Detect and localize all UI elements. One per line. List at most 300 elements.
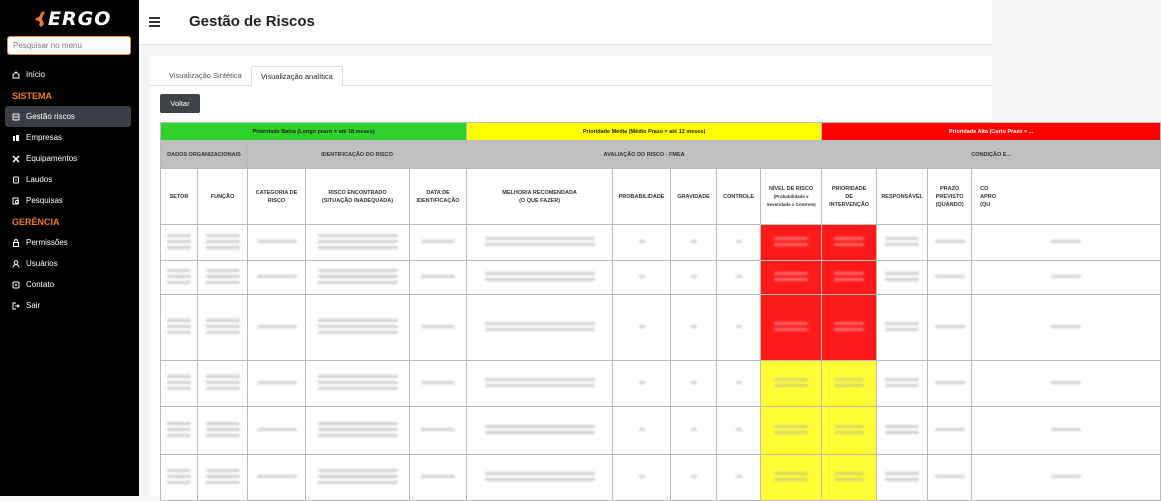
redacted-text (318, 475, 398, 478)
redacted-text (774, 237, 808, 240)
table-cell (972, 407, 1161, 455)
redacted-text (885, 378, 919, 381)
col-nivel-l1: NÍVEL DE RISCO (768, 185, 814, 192)
redacted-text (167, 375, 191, 378)
redacted-text (421, 325, 455, 328)
redacted-text (774, 431, 808, 434)
redacted-text (257, 275, 297, 278)
table-cell (717, 225, 761, 261)
col-melhoria (467, 169, 613, 225)
redacted-text (639, 475, 645, 478)
redacted-text (885, 237, 919, 240)
table-cell (928, 407, 972, 455)
table-cell (161, 225, 198, 261)
col-prioridade-l1: PRIORIDADE (831, 185, 867, 192)
back-button[interactable]: Voltar (160, 94, 200, 113)
redacted-text (485, 384, 595, 387)
redacted-text (257, 381, 297, 384)
redacted-text (318, 469, 398, 472)
table-cell (410, 225, 467, 261)
table-row[interactable] (161, 295, 1161, 361)
redacted-text (935, 475, 965, 478)
col-categoria: CATEGORIA DE RISCO (248, 169, 306, 225)
redacted-text (167, 281, 191, 284)
table-cell (877, 361, 928, 407)
redacted-text (774, 384, 808, 387)
priority-high-band: Prioridade Alta (Curto Prazo = ... (822, 123, 1161, 141)
redacted-text (485, 272, 595, 275)
table-cell (198, 455, 248, 501)
redacted-text (691, 381, 697, 384)
redacted-text (485, 425, 595, 428)
app-logo[interactable] (34, 8, 111, 30)
table-row[interactable] (161, 407, 1161, 455)
redacted-text (318, 269, 398, 272)
table-cell (198, 361, 248, 407)
table-cell (161, 455, 198, 501)
document-icon (12, 176, 20, 184)
table-cell (877, 225, 928, 261)
redacted-text (935, 275, 965, 278)
table-cell (717, 455, 761, 501)
table-row[interactable] (161, 455, 1161, 501)
redacted-text (774, 322, 808, 325)
table-cell (467, 295, 613, 361)
sidebar-item-label: Usuários (26, 259, 58, 268)
table-cell (822, 261, 877, 295)
table-cell (761, 361, 822, 407)
sidebar-item-label: Gestão riscos (26, 112, 75, 121)
table-cell (671, 225, 717, 261)
redacted-text (318, 234, 398, 237)
col-aprov-l2: APRO (980, 193, 997, 200)
redacted-text (885, 472, 919, 475)
redacted-text (318, 281, 398, 284)
col-prazo-l2: PREVISTO (935, 193, 964, 200)
redacted-text (691, 325, 697, 328)
table-cell (877, 407, 928, 455)
redacted-text (206, 387, 240, 390)
redacted-text (691, 240, 697, 243)
table-cell (613, 407, 671, 455)
redacted-text (935, 428, 965, 431)
table-cell (877, 455, 928, 501)
redacted-text (318, 325, 398, 328)
redacted-text (736, 325, 742, 328)
risk-table-body (161, 225, 1161, 501)
table-cell (161, 295, 198, 361)
redacted-text (206, 325, 240, 328)
redacted-text (834, 384, 864, 387)
risk-table-container[interactable] (160, 122, 1034, 496)
table-cell (467, 225, 613, 261)
col-nivel-risco (761, 169, 822, 225)
redacted-text (485, 243, 595, 246)
redacted-text (257, 240, 297, 243)
table-cell (822, 407, 877, 455)
tab-visualizacao-sintetica[interactable]: Visualização Sintética (169, 71, 242, 80)
main-card (150, 56, 1034, 496)
table-cell (972, 361, 1161, 407)
redacted-text (318, 387, 398, 390)
col-risco-encontrado (306, 169, 410, 225)
redacted-text (167, 381, 191, 384)
redacted-text (206, 428, 240, 431)
redacted-text (167, 275, 191, 278)
table-cell (761, 261, 822, 295)
col-responsavel: RESPONSÁVEL (877, 169, 928, 225)
sidebar-item-laudos[interactable] (5, 169, 131, 190)
table-row[interactable] (161, 361, 1161, 407)
redacted-text (885, 328, 919, 331)
tab-visualizacao-analitica[interactable]: Visualização analítica (251, 66, 343, 86)
table-cell (248, 455, 306, 501)
menu-toggle-icon[interactable] (149, 17, 160, 26)
sidebar-item-inicio[interactable] (5, 64, 131, 85)
redacted-text (318, 422, 398, 425)
redacted-text (421, 381, 455, 384)
table-cell (613, 225, 671, 261)
col-data-l1: DATA DE (426, 189, 450, 196)
redacted-text (834, 328, 864, 331)
col-nivel-l2: (Probabilidade x Severidade x Controle) (766, 193, 816, 207)
table-cell (613, 295, 671, 361)
col-risco-l2: (SITUAÇÃO INADEQUADA) (321, 197, 394, 204)
redacted-text (834, 237, 864, 240)
risk-icon (12, 113, 20, 121)
redacted-text (691, 428, 697, 431)
table-cell (761, 455, 822, 501)
redacted-text (206, 381, 240, 384)
redacted-text (1051, 428, 1081, 431)
redacted-text (691, 475, 697, 478)
redacted-text (834, 243, 864, 246)
redacted-text (206, 469, 240, 472)
table-cell (248, 225, 306, 261)
section-condicao: CONDIÇÃO E... (822, 141, 1161, 169)
redacted-text (206, 375, 240, 378)
col-funcao: FUNÇÃO (198, 169, 248, 225)
col-prioridade-l3: INTERVENÇÃO (829, 201, 870, 208)
table-cell (161, 407, 198, 455)
table-row[interactable] (161, 225, 1161, 261)
table-cell (972, 455, 1161, 501)
redacted-text (1051, 381, 1081, 384)
redacted-text (935, 325, 965, 328)
table-cell (306, 225, 410, 261)
redacted-text (774, 472, 808, 475)
redacted-text (885, 272, 919, 275)
redacted-text (485, 472, 595, 475)
redacted-text (485, 431, 595, 434)
table-cell (717, 407, 761, 455)
redacted-text (318, 331, 398, 334)
priority-low-band: Prioridade Baixa (Longo prazo = até 18 meses) (161, 123, 467, 141)
redacted-text (206, 434, 240, 437)
redacted-text (206, 331, 240, 334)
redacted-text (167, 481, 191, 484)
search-doc-icon (12, 197, 20, 205)
redacted-text (206, 275, 240, 278)
sidebar-item-sair[interactable] (5, 295, 131, 316)
redacted-text (167, 434, 191, 437)
redacted-text (485, 322, 595, 325)
table-row[interactable] (161, 261, 1161, 295)
user-icon (12, 260, 20, 268)
redacted-text (639, 275, 645, 278)
redacted-text (834, 472, 864, 475)
col-data-identificacao (410, 169, 467, 225)
col-melhoria-l1: MELHORIA RECOMENDADA (502, 189, 577, 196)
table-cell (467, 455, 613, 501)
table-cell (467, 361, 613, 407)
redacted-text (639, 381, 645, 384)
table-cell (822, 295, 877, 361)
top-bar (139, 0, 992, 45)
table-cell (613, 261, 671, 295)
redacted-text (421, 275, 455, 278)
redacted-text (885, 431, 919, 434)
redacted-text (834, 425, 864, 428)
building-icon (12, 134, 20, 142)
redacted-text (206, 269, 240, 272)
redacted-text (318, 319, 398, 322)
col-aprovacao (972, 169, 1161, 225)
redacted-text (774, 478, 808, 481)
redacted-text (167, 269, 191, 272)
sidebar-item-pesquisas[interactable] (5, 190, 131, 211)
col-melhoria-l2: (O QUE FAZER) (519, 197, 561, 204)
sidebar-item-empresas[interactable] (5, 127, 131, 148)
redacted-text (421, 240, 455, 243)
table-cell (822, 455, 877, 501)
redacted-text (167, 331, 191, 334)
table-cell (248, 407, 306, 455)
section-avaliacao-risco: AVALIAÇÃO DO RISCO - FMEA (467, 141, 822, 169)
redacted-text (774, 272, 808, 275)
col-aprov-l1: CO (980, 185, 989, 192)
redacted-text (834, 278, 864, 281)
redacted-text (167, 428, 191, 431)
table-cell (198, 407, 248, 455)
redacted-text (885, 322, 919, 325)
sidebar (0, 0, 139, 496)
table-cell (717, 261, 761, 295)
redacted-text (206, 422, 240, 425)
redacted-text (1051, 325, 1081, 328)
table-cell (467, 261, 613, 295)
redacted-text (691, 275, 697, 278)
redacted-text (167, 234, 191, 237)
table-cell (306, 361, 410, 407)
col-prioridade (822, 169, 877, 225)
redacted-text (834, 431, 864, 434)
table-cell (822, 225, 877, 261)
table-cell (822, 361, 877, 407)
logo-text: ERGO (48, 8, 112, 30)
sidebar-nav (0, 64, 139, 316)
redacted-text (774, 328, 808, 331)
table-cell (306, 407, 410, 455)
redacted-text (834, 478, 864, 481)
table-cell (671, 407, 717, 455)
logout-icon (12, 302, 20, 310)
table-cell (613, 455, 671, 501)
redacted-text (639, 240, 645, 243)
redacted-text (318, 428, 398, 431)
redacted-text (257, 428, 297, 431)
risk-table (160, 122, 1161, 501)
col-prioridade-l2: DE (845, 193, 853, 200)
redacted-text (639, 428, 645, 431)
redacted-text (206, 475, 240, 478)
lock-icon (12, 239, 20, 247)
redacted-text (167, 422, 191, 425)
redacted-text (318, 434, 398, 437)
redacted-text (485, 328, 595, 331)
sidebar-item-gestao-riscos[interactable] (5, 106, 131, 127)
table-cell (248, 361, 306, 407)
table-cell (928, 361, 972, 407)
redacted-text (206, 240, 240, 243)
redacted-text (885, 478, 919, 481)
col-prazo-l1: PRAZO (940, 185, 960, 192)
redacted-text (167, 246, 191, 249)
section-title-gerencia: GERÊNCIA (12, 216, 60, 227)
redacted-text (885, 278, 919, 281)
table-cell (671, 261, 717, 295)
redacted-text (885, 243, 919, 246)
redacted-text (167, 475, 191, 478)
redacted-text (167, 387, 191, 390)
table-cell (761, 225, 822, 261)
sidebar-item-permissoes[interactable] (5, 232, 131, 253)
col-aprov-l3: (QU (980, 201, 991, 208)
redacted-text (318, 375, 398, 378)
table-cell (410, 455, 467, 501)
redacted-text (485, 478, 595, 481)
sidebar-item-label: Empresas (26, 133, 63, 142)
redacted-text (834, 272, 864, 275)
redacted-text (774, 425, 808, 428)
sidebar-item-label: Sair (26, 301, 41, 310)
redacted-text (318, 246, 398, 249)
table-cell (877, 261, 928, 295)
kangaroo-logo-icon (34, 10, 46, 28)
table-cell (761, 295, 822, 361)
redacted-text (834, 322, 864, 325)
sidebar-item-label: Equipamentos (26, 154, 78, 163)
sidebar-item-label: Laudos (26, 175, 53, 184)
table-cell (972, 295, 1161, 361)
redacted-text (885, 425, 919, 428)
table-cell (717, 295, 761, 361)
col-risco-l1: RISCO ENCONTRADO (328, 189, 387, 196)
redacted-text (485, 278, 595, 281)
redacted-text (206, 481, 240, 484)
sidebar-item-label: Contato (26, 280, 55, 289)
redacted-text (736, 381, 742, 384)
table-cell (717, 361, 761, 407)
col-prazo-l3: (QUANDO) (935, 201, 964, 208)
col-setor: SETOR (161, 169, 198, 225)
sidebar-item-usuarios[interactable] (5, 253, 131, 274)
view-tabs (160, 66, 343, 86)
redacted-text (206, 234, 240, 237)
table-cell (410, 261, 467, 295)
table-cell (410, 295, 467, 361)
tools-icon (12, 155, 20, 163)
sidebar-item-label: Permissões (26, 238, 68, 247)
redacted-text (774, 378, 808, 381)
sidebar-item-equipamentos[interactable] (5, 148, 131, 169)
table-cell (306, 295, 410, 361)
table-cell (306, 455, 410, 501)
table-cell (306, 261, 410, 295)
priority-medium-band: Prioridade Média (Médio Prazo = até 12 meses) (467, 123, 822, 141)
sidebar-item-label: Início (26, 70, 46, 79)
table-cell (671, 361, 717, 407)
redacted-text (885, 384, 919, 387)
redacted-text (736, 240, 742, 243)
table-cell (928, 455, 972, 501)
menu-search-input[interactable] (7, 36, 131, 55)
redacted-text (167, 319, 191, 322)
redacted-text (935, 381, 965, 384)
redacted-text (1051, 475, 1081, 478)
col-controle: CONTROLE (717, 169, 761, 225)
redacted-text (774, 278, 808, 281)
redacted-text (206, 246, 240, 249)
redacted-text (774, 243, 808, 246)
section-identificacao-risco: IDENTIFICAÇÃO DO RISCO (248, 141, 467, 169)
col-probabilidade: PROBABILIDADE (613, 169, 671, 225)
table-cell (161, 261, 198, 295)
redacted-text (485, 237, 595, 240)
redacted-text (206, 281, 240, 284)
table-cell (761, 407, 822, 455)
page-title: Gestão de Riscos (189, 13, 315, 30)
redacted-text (167, 240, 191, 243)
table-cell (248, 295, 306, 361)
table-cell (410, 361, 467, 407)
redacted-text (318, 275, 398, 278)
redacted-text (935, 240, 965, 243)
redacted-text (257, 475, 297, 478)
table-cell (671, 295, 717, 361)
table-cell (671, 455, 717, 501)
col-prazo (928, 169, 972, 225)
table-cell (198, 225, 248, 261)
redacted-text (206, 319, 240, 322)
sidebar-item-contato[interactable] (5, 274, 131, 295)
redacted-text (318, 381, 398, 384)
redacted-text (421, 475, 455, 478)
redacted-text (834, 378, 864, 381)
home-icon (12, 71, 20, 79)
section-title-sistema: SISTEMA (12, 90, 53, 101)
table-cell (972, 261, 1161, 295)
sidebar-item-label: Pesquisas (26, 196, 63, 205)
table-cell (877, 295, 928, 361)
table-cell (928, 295, 972, 361)
redacted-text (167, 469, 191, 472)
table-cell (248, 261, 306, 295)
redacted-text (736, 428, 742, 431)
redacted-text (421, 428, 455, 431)
table-cell (928, 261, 972, 295)
table-cell (198, 295, 248, 361)
